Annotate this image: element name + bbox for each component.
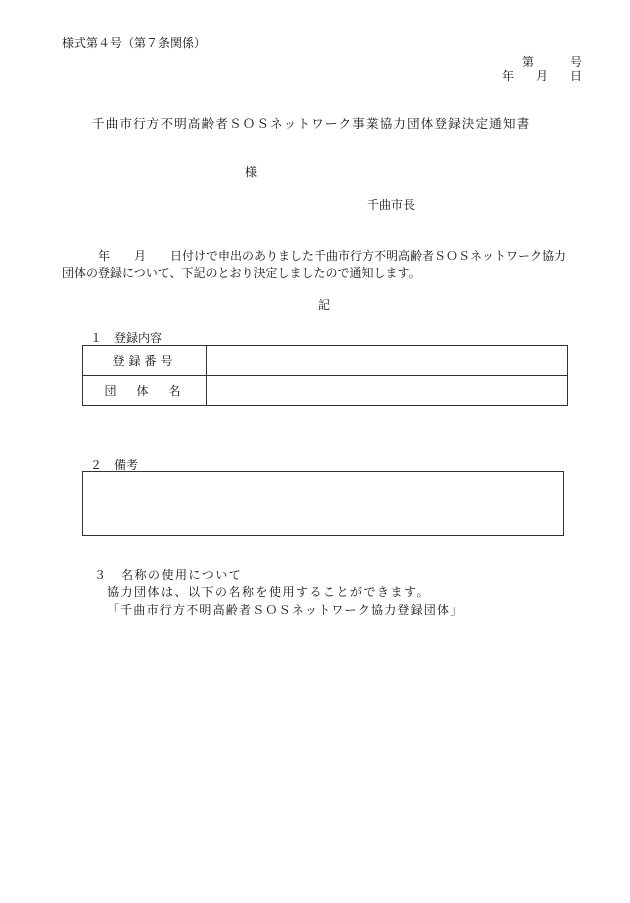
document-title: 千曲市行方不明高齢者ＳＯＳネットワーク事業協力団体登録決定通知書 [92,116,531,131]
section-1-heading: １ 登録内容 [90,331,163,345]
remarks-box [82,471,564,536]
addressee: 様 [245,165,258,179]
date-day: 日 [569,69,582,83]
document-number [522,56,582,68]
document-number-suffix: 号 [569,55,582,69]
document-date [502,70,582,82]
section-3-heading: ３ 名称の使用について [94,568,243,582]
notice-body-line-2: 団体の登録について、下記のとおり決定しましたので通知します。 [62,266,421,280]
issuer: 千曲市長 [367,198,416,212]
table-row [83,346,568,376]
registration-number-value [207,346,568,376]
notice-body-line-1: 年 月 日付けで申出のありました千曲市行方不明高齢者ＳＯＳネットワーク協力 [98,249,567,263]
table-row [83,376,568,406]
registration-number-label: 登録番号 [83,346,207,376]
ki-mark: 記 [318,298,331,312]
document-number-prefix: 第 [521,55,534,69]
form-number: 様式第４号（第７条関係） [62,36,207,50]
section-3-text: 協力団体は、以下の名称を使用することができます。 [107,585,431,599]
date-year: 年 [501,69,514,83]
organization-name-value [207,376,568,406]
section-3-official-name: 「千曲市行方不明高齢者ＳＯＳネットワーク協力登録団体」 [107,603,464,617]
section-2-heading: ２ 備考 [90,458,139,472]
date-month: 月 [535,69,548,83]
organization-name-label: 団 体 名 [83,376,207,406]
notice-body [62,248,582,282]
registration-table [82,345,568,406]
